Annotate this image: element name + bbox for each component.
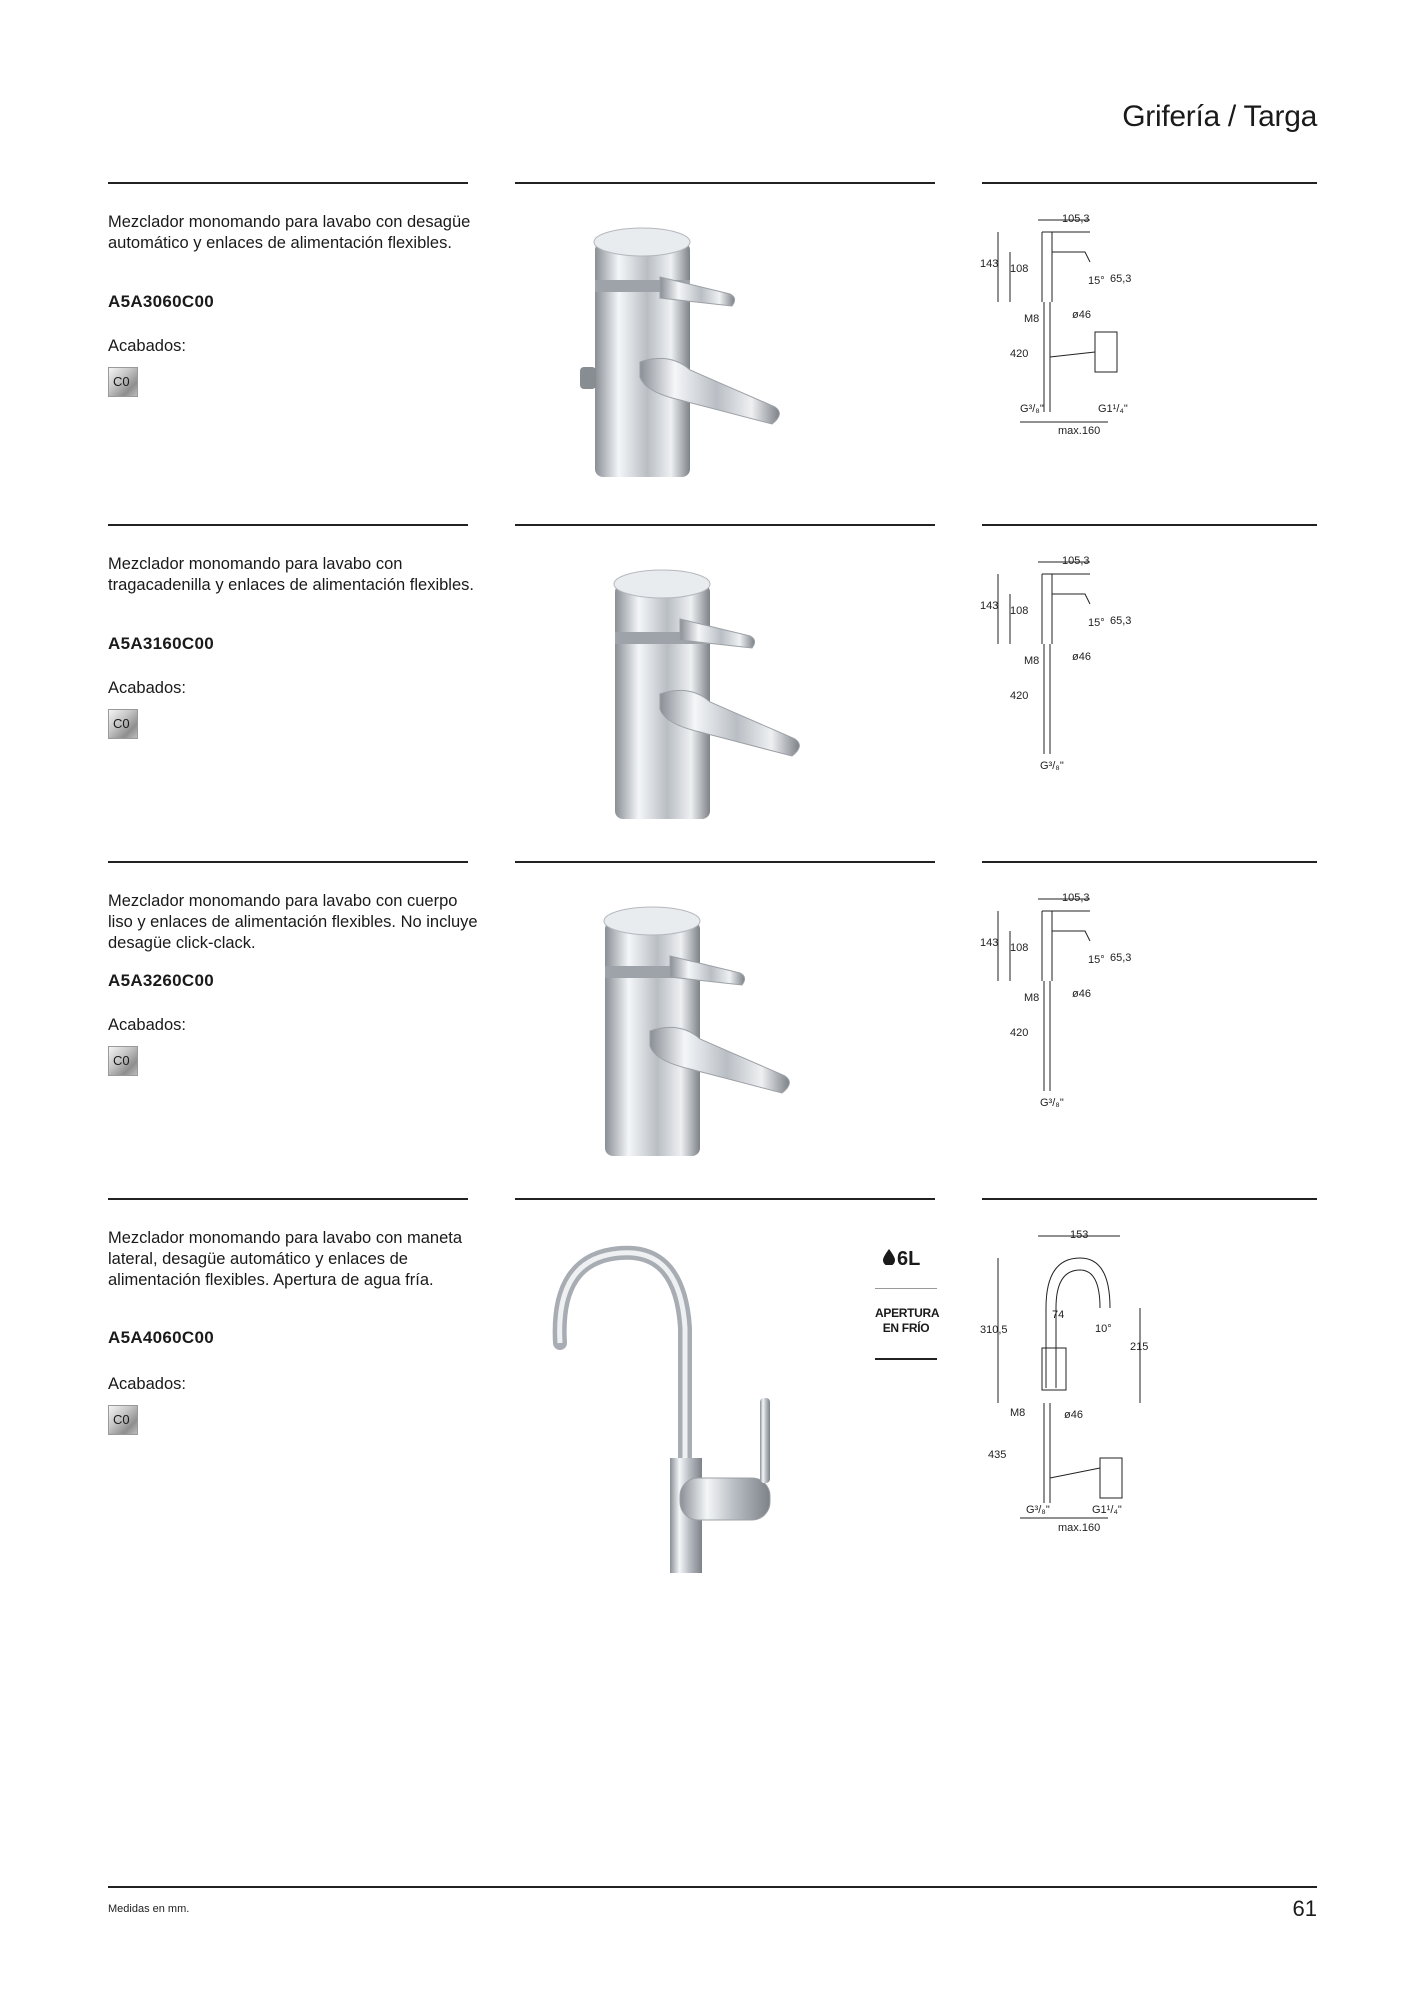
page-number: 61 [1292,1896,1317,1921]
svg-text:G³/₈": G³/₈" [1020,403,1044,415]
product-code: A5A3260C00 [108,971,215,990]
product-description: Mezclador monomando para lavabo con tragacadenilla y enlaces de alimentación flexibles. [108,555,474,594]
product-code: A5A4060C00 [108,1328,215,1347]
svg-text:420: 420 [1010,1027,1029,1039]
faucet-photo [540,202,840,492]
divider [515,1198,935,1200]
svg-text:max.160: max.160 [1058,425,1101,437]
svg-text:65,3: 65,3 [1110,615,1132,627]
product-code: A5A3160C00 [108,634,215,653]
svg-text:65,3: 65,3 [1110,273,1132,285]
flow-rate: 6L [897,1248,921,1270]
divider [108,182,468,184]
divider [982,524,1317,526]
finish-code: C0 [113,716,130,731]
svg-text:ø46: ø46 [1064,1409,1083,1421]
divider [982,182,1317,184]
svg-text:105,3: 105,3 [1062,555,1090,567]
product-description: Mezclador monomando para lavabo con cuerpo liso y enlaces de alimentación flexibles. No incluye desagüe click-clack. [108,892,478,952]
svg-text:65,3: 65,3 [1110,952,1132,964]
technical-drawing [980,212,1180,462]
svg-text:108: 108 [1010,942,1029,954]
svg-text:108: 108 [1010,263,1029,275]
svg-text:105,3: 105,3 [1062,213,1090,225]
product-code: A5A3060C00 [108,292,215,311]
product-row [0,861,1414,1191]
technical-drawing [980,554,1180,804]
svg-text:143: 143 [980,937,999,949]
svg-text:G1¹/₄": G1¹/₄" [1092,1504,1122,1516]
finish-swatch-chrome[interactable] [108,709,138,739]
technical-drawing [980,1228,1180,1548]
finish-swatch-chrome[interactable] [108,1405,138,1435]
faucet-photo [540,881,840,1171]
product-description: Mezclador monomando para lavabo con maneta lateral, desagüe automático y enlaces de alimentación flexibles. Apertura de agua fría. [108,1229,463,1289]
technical-drawing [980,891,1180,1141]
svg-text:215: 215 [1130,1341,1149,1353]
svg-text:M8: M8 [1024,992,1040,1004]
svg-text:420: 420 [1010,348,1029,360]
svg-text:10°: 10° [1095,1323,1112,1335]
faucet-photo [540,1218,840,1578]
finishes-label: Acabados: [108,1375,186,1393]
svg-text:max.160: max.160 [1058,1522,1101,1534]
svg-text:M8: M8 [1010,1407,1026,1419]
finish-code: C0 [113,1053,130,1068]
divider [982,861,1317,863]
divider [515,524,935,526]
svg-text:310,5: 310,5 [980,1324,1008,1336]
product-description: Mezclador monomando para lavabo con desagüe automático y enlaces de alimentación flexibles. [108,213,471,252]
svg-text:M8: M8 [1024,313,1040,325]
svg-text:15°: 15° [1088,954,1105,966]
divider [108,1198,468,1200]
svg-text:143: 143 [980,258,999,270]
svg-text:420: 420 [1010,690,1029,702]
page-title: Grifería / Targa [1122,100,1317,133]
divider [982,1198,1317,1200]
product-row [0,524,1414,854]
finishes-label: Acabados: [108,1016,186,1034]
svg-text:15°: 15° [1088,617,1105,629]
svg-text:G³/₈": G³/₈" [1026,1504,1050,1516]
footer-divider [108,1886,1317,1888]
product-row [0,182,1414,512]
finishes-label: Acabados: [108,337,186,355]
finish-swatch-chrome[interactable] [108,367,138,397]
divider [515,861,935,863]
svg-text:143: 143 [980,600,999,612]
finishes-label: Acabados: [108,679,186,697]
divider [515,182,935,184]
finish-code: C0 [113,1412,130,1427]
cold-opening-label: APERTURA EN FRÍO [875,1306,940,1335]
svg-text:435: 435 [988,1449,1007,1461]
svg-text:15°: 15° [1088,275,1105,287]
svg-text:ø46: ø46 [1072,988,1091,1000]
svg-text:153: 153 [1070,1229,1089,1241]
product-row [0,1198,1414,1618]
divider [108,861,468,863]
svg-text:G³/₈": G³/₈" [1040,1097,1064,1109]
badge-divider [875,1288,937,1289]
svg-text:M8: M8 [1024,655,1040,667]
svg-text:ø46: ø46 [1072,309,1091,321]
svg-text:105,3: 105,3 [1062,892,1090,904]
faucet-photo [540,544,840,834]
svg-text:G³/₈": G³/₈" [1040,760,1064,772]
water-drop-icon [883,1248,895,1271]
finish-code: C0 [113,374,130,389]
svg-text:G1¹/₄": G1¹/₄" [1098,403,1128,415]
svg-text:108: 108 [1010,605,1029,617]
finish-swatch-chrome[interactable] [108,1046,138,1076]
info-badge [875,1228,940,1360]
divider [108,524,468,526]
svg-text:74: 74 [1052,1309,1065,1321]
footer-note: Medidas en mm. [108,1903,190,1915]
svg-text:ø46: ø46 [1072,651,1091,663]
